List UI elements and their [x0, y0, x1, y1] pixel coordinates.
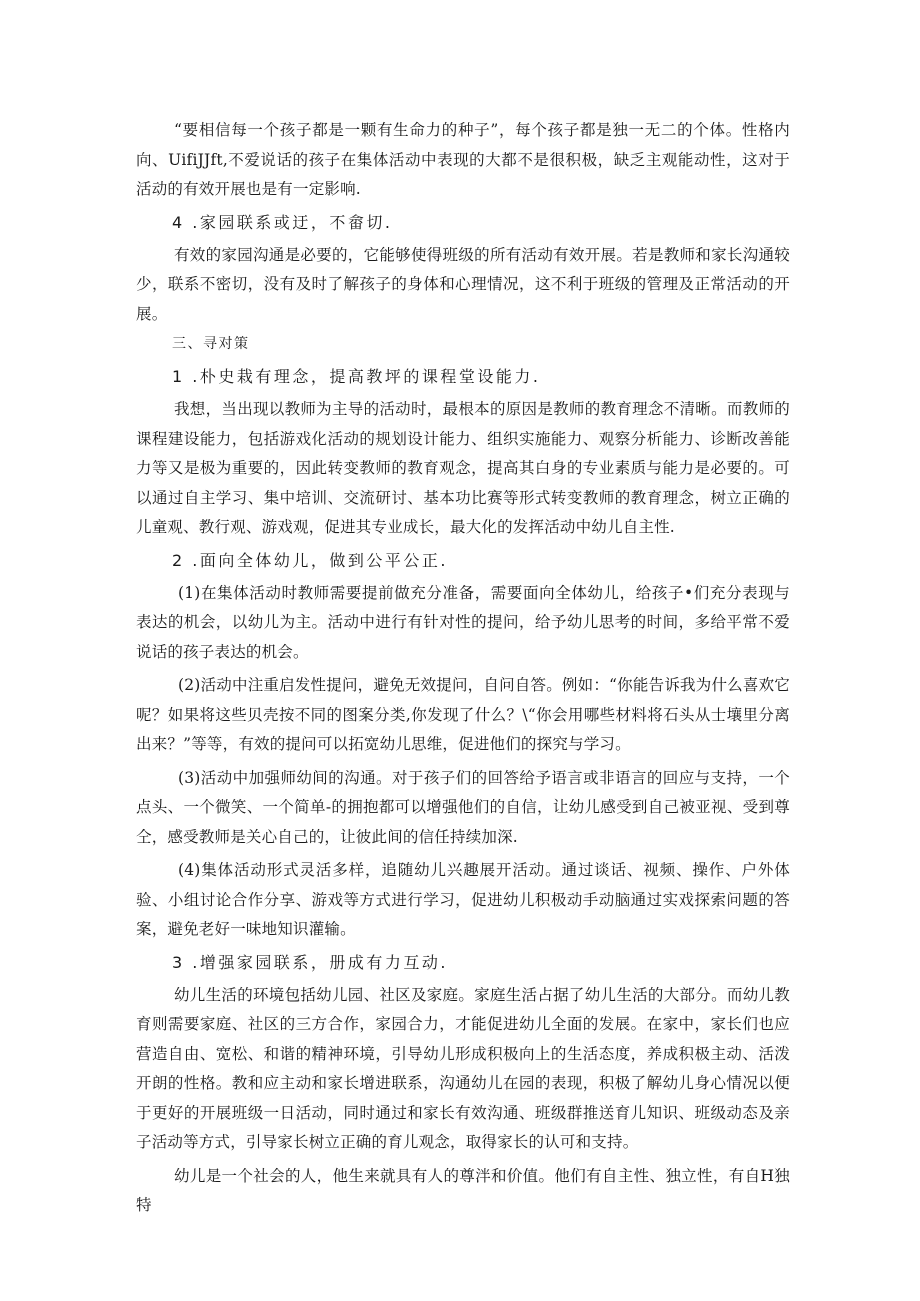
heading-strengthen-contact: 3 .增强家园联系，册成有力互动.	[172, 952, 448, 972]
paragraph-family-environment: 幼儿生活的环境包括幼儿园、社区及家庭。家庭生活占据了幼儿生活的大部分。而幼儿教育则需要家庭、社区的三方合作，家园合力，才能促进幼儿全面的发展。在家中，家长们也应营造自由、宽松、和谐的精神环境，引导幼儿形成积极向上的生活态度，养成积极主动、活泼开朗的性格。教和应主动和家长增进联系，沟通幼儿在园的表现，积极了解幼儿身心情况以便于更好的开展班级一日活动，同时通过和家长有效沟通、班级群推送育儿知识、班级动态及亲子活动等方式，引导家长树立正确的育儿观念，取得家长的认可和支持。	[136, 985, 790, 1151]
paragraph-home-school-communication: 有效的家园沟通是必要的，它能够使得班级的所有活动有效开展。若是教师和家长沟通较少，联系不密切，没有及时了解孩子的身体和心理情况，这不利于班级的管理及正常活动的开展。	[136, 245, 790, 323]
heading-teacher-concept: 1 .朴史栽有理念，提高教坪的课程堂设能力.	[172, 367, 541, 386]
heading-home-school-contact: 4 .家园联系或迂，不畲切.	[172, 212, 393, 232]
paragraph-child-dignity: 幼儿是一个社会的人，他生来就具有人的尊泮和价值。他们有自主性、独立性，有自H独特	[136, 1166, 790, 1214]
section-heading-countermeasures: 三、寻对策	[172, 336, 250, 352]
heading-all-children: 2 .面向全体幼儿，做到公平公正.	[172, 550, 448, 570]
paragraph-point-2: (2)活动中注重启发性提问，避免无效提问，自问自答。例如：“你能告诉我为什么喜欢它呢？如果将这些贝壳按不同的图案分类,你发现了什么？\“你会用哪些材料将石头从士壤里分离出来？”等等，有效的提问可以拓宽幼儿思维，促进他们的探究与学习。	[136, 676, 790, 753]
paragraph-teacher-concept: 我想，当出现以教师为主导的活动时，最根本的原因是教师的教育理念不清晰。而教师的课程建设能力，包括游戏化活动的规划设计能力、组织实施能力、观察分析能力、诊断改善能力等又是极为重要的，因此转变教师的教育观念，提高其白身的专业素质与能力是必要的。可以通过自主学习、集中培训、交流研讨、基本功比赛等形式转变教师的教育理念，树立正确的儿童观、教行观、游戏观，促进其专业成长，最大化的发挥活动中幼儿自主性.	[136, 400, 790, 536]
paragraph-introverted-children: “要相信每一个孩子都是一颗有生命力的种子”，每个孩子都是独一无二的个体。性格内向、UifiJJft,不爱说话的孩子在集体活动中表现的大都不是很积极，缺乏主观能动性，这对于活动的有效开展也是有一定影响.	[136, 121, 790, 198]
paragraph-point-4: (4)集体活动形式灵活多样，追随幼儿兴趣展开活动。通过谈话、视频、操作、户外体验、小组讨论合作分享、游戏等方式进行学习，促进幼儿积极动手动脑通过实戏探索问题的答案，避免老好一味地知识灌输。	[136, 861, 790, 938]
paragraph-point-3: (3)活动中加强师幼间的沟通。对于孩子们的回答给予语言或非语言的回应与支持，一个点头、一个微笑、一个简单-的拥抱都可以增强他们的自信，让幼儿感受到自己被亚视、受到尊仝，感受教师是关心自己的，让彼此间的信任持续加深.	[136, 768, 790, 846]
document-body	[136, 116, 790, 1221]
paragraph-point-1: (1)在集体活动时教师需要提前做充分准备，需要面向全体幼儿，给孩子•们充分表现与表达的机会，以幼儿为主。活动中进行有针对性的提问，给予幼儿思考的时间，多给平常不爱说话的孩子表达的机会。	[136, 583, 790, 661]
